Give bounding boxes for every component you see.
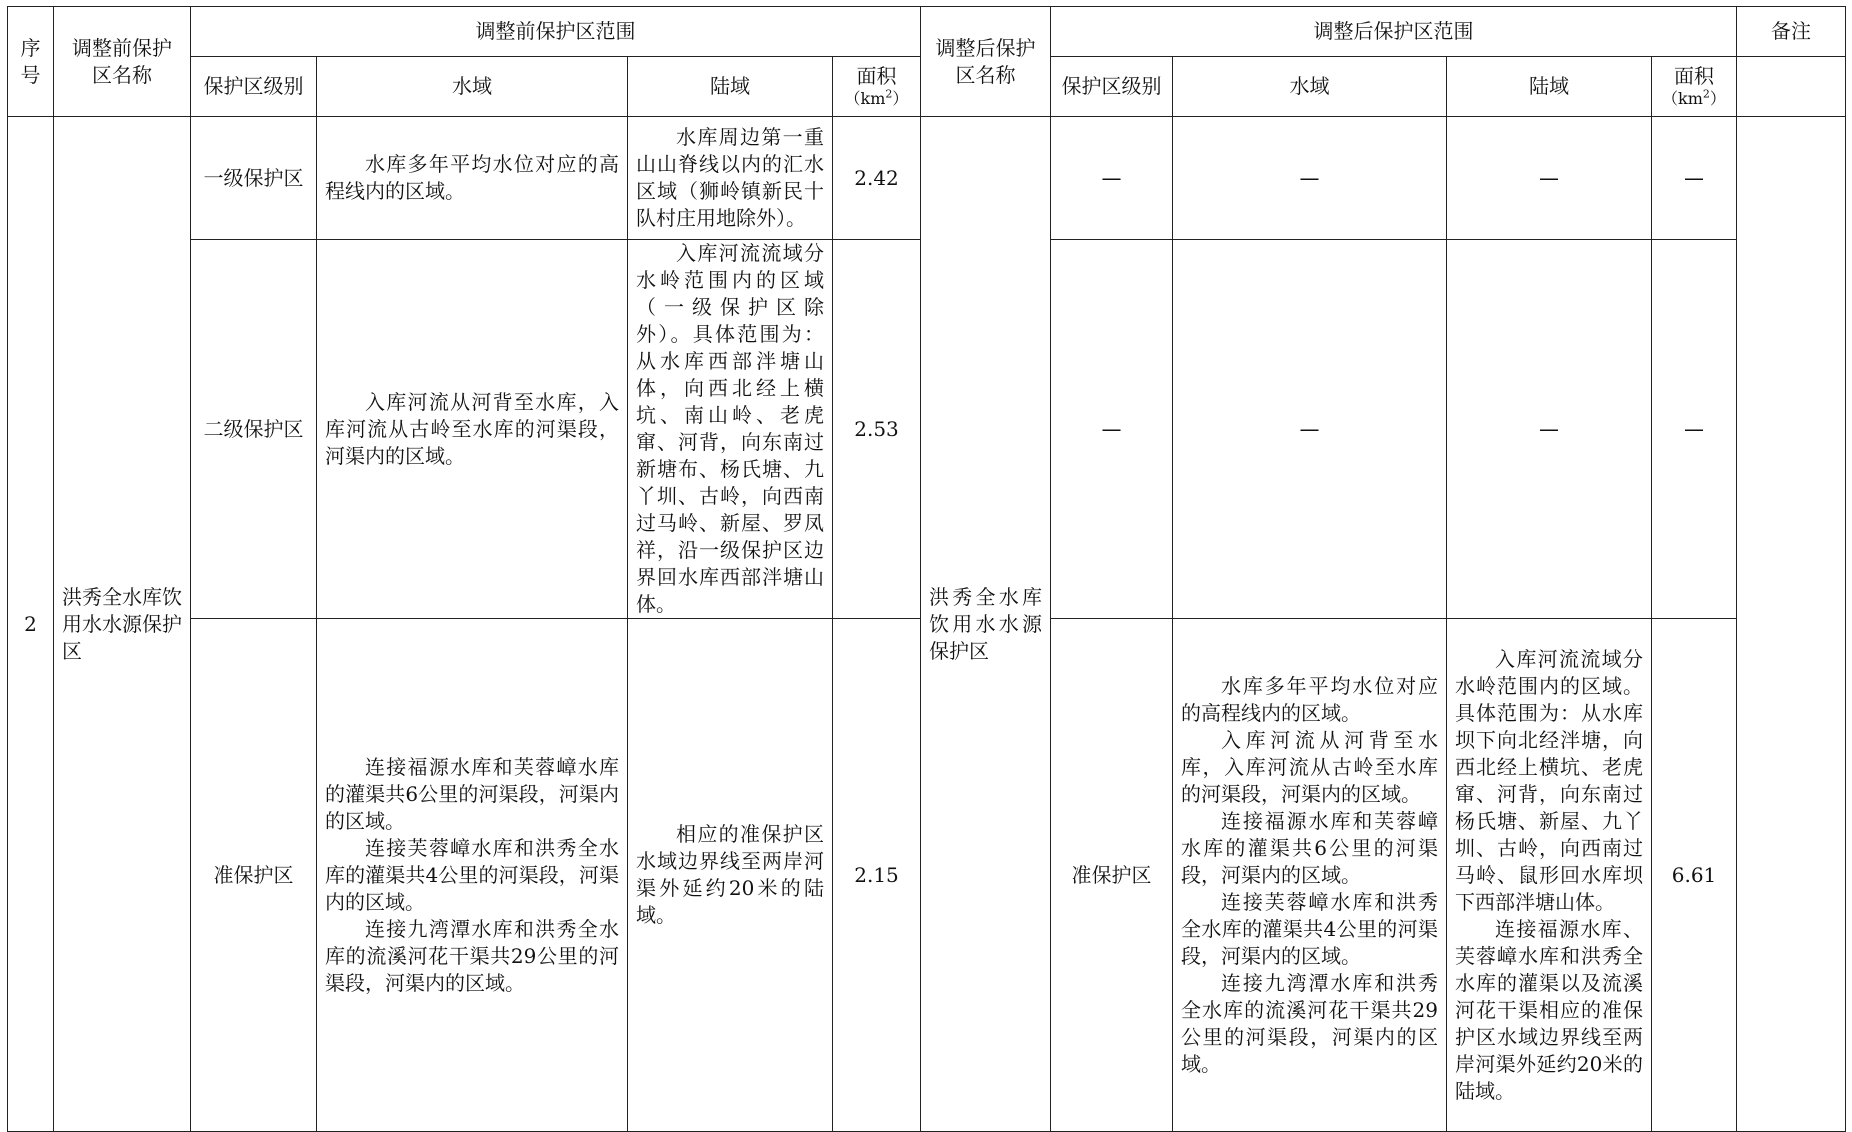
cell-quasi-after-level: 准保护区 <box>1051 619 1173 1132</box>
unit-exp: 2 <box>885 87 893 101</box>
table-row-grade1 <box>8 117 1846 240</box>
header-after-level: 保护区级别 <box>1051 57 1173 117</box>
quasi-after-water-para-5: 连接九湾潭水库和洪秀全水库的流溪河花干渠共29公里的河渠段，河渠内的区域。 <box>1181 970 1438 1076</box>
quasi-after-water-para-1: 水库多年平均水位对应的高程线内的区域。 <box>1181 673 1438 725</box>
header-after-area-unit <box>1660 88 1728 110</box>
quasi-water-para-3: 连接九湾潭水库和洪秀全水库的流溪河花干渠共29公里的河渠段，河渠内的区域。 <box>325 916 619 995</box>
cell-grade1-water <box>317 117 628 240</box>
cell-remarks <box>1737 117 1846 1132</box>
quasi-water-para-2: 连接芙蓉嶂水库和洪秀全水库的灌渠共4公里的河渠段，河渠内的区域。 <box>325 835 619 914</box>
grade2-land-text: 入库河流流域分水岭范围内的区域（一级保护区除外）。具体范围为：从水库西部泮塘山体，向西北经上横坑、南山岭、老虎窜、河背，向东南过新塘布、杨氏塘、九丫圳、古岭，向西南过马岭、新屋、罗凤祥，沿一级保护区边界回水库西部泮塘山体。 <box>636 241 824 616</box>
cell-grade1-area: 2.42 <box>833 117 921 240</box>
header-after-range: 调整后保护区范围 <box>1051 7 1737 57</box>
cell-quasi-after-area: 6.61 <box>1652 619 1737 1132</box>
cell-grade1-after-area: — <box>1652 117 1737 240</box>
cell-grade1-level: 一级保护区 <box>191 117 317 240</box>
header-before-range: 调整前保护区范围 <box>191 7 921 57</box>
header-row-top <box>8 7 1846 57</box>
header-remarks: 备注 <box>1737 7 1846 57</box>
header-before-land: 陆域 <box>628 57 833 117</box>
cell-grade2-after-level: — <box>1051 240 1173 619</box>
document-page <box>7 6 1845 1132</box>
cell-grade2-after-land: — <box>1447 240 1652 619</box>
unit-base: （km <box>1662 88 1703 108</box>
header-before-level: 保护区级别 <box>191 57 317 117</box>
cell-grade2-after-water: — <box>1173 240 1447 619</box>
header-before-water: 水域 <box>317 57 628 117</box>
cell-grade2-after-area: — <box>1652 240 1737 619</box>
cell-grade1-after-water: — <box>1173 117 1447 240</box>
header-remarks-sub <box>1737 57 1846 117</box>
cell-quasi-area: 2.15 <box>833 619 921 1132</box>
header-after-area <box>1652 57 1737 117</box>
grade2-water-text: 入库河流从河背至水库，入库河流从古岭至水库的河渠段，河渠内的区域。 <box>325 389 619 468</box>
header-after-land: 陆域 <box>1447 57 1652 117</box>
cell-grade2-land <box>628 240 833 619</box>
header-seq <box>8 7 54 117</box>
cell-grade2-area: 2.53 <box>833 240 921 619</box>
header-before-area <box>833 57 921 117</box>
unit-exp: 2 <box>1702 87 1710 101</box>
cell-grade2-water <box>317 240 628 619</box>
quasi-water-para-1: 连接福源水库和芙蓉嶂水库的灌渠共6公里的河渠段，河渠内的区域。 <box>325 754 619 833</box>
cell-grade1-land <box>628 117 833 240</box>
header-before-area-label: 面积 <box>856 63 897 88</box>
quasi-after-water-para-3: 连接福源水库和芙蓉嶂水库的灌渠共6公里的河渠段，河渠内的区域。 <box>1181 808 1438 887</box>
quasi-after-land-para-2: 连接福源水库、芙蓉嶂水库和洪秀全水库的灌渠以及流溪河花干渠相应的准保护区水域边界线至两岸河渠外延约20米的陆域。 <box>1455 916 1643 1103</box>
quasi-land-text: 相应的准保护区水域边界线至两岸河渠外延约20米的陆域。 <box>636 822 824 927</box>
header-before-name <box>54 7 191 117</box>
header-after-name <box>921 7 1051 117</box>
cell-grade1-after-land: — <box>1447 117 1652 240</box>
header-after-area-label: 面积 <box>1674 63 1714 88</box>
cell-after-name: 洪秀全水库饮用水水源保护区 <box>921 117 1051 1132</box>
unit-close: ） <box>1709 88 1726 108</box>
unit-base: （km <box>844 88 886 108</box>
protection-zone-table <box>7 6 1846 1132</box>
quasi-after-water-para-2: 入库河流从河背至水库，入库河流从古岭至水库的河渠段，河渠内的区域。 <box>1181 727 1438 806</box>
cell-quasi-after-water <box>1173 619 1447 1132</box>
cell-seq: 2 <box>8 117 54 1132</box>
header-after-water: 水域 <box>1173 57 1447 117</box>
grade1-land-text: 水库周边第一重山山脊线以内的汇水区域（狮岭镇新民十队村庄用地除外）。 <box>636 125 824 230</box>
header-after-name-text: 调整后保护区名称 <box>935 35 1036 87</box>
header-before-area-unit <box>841 88 912 110</box>
header-seq-text: 序号 <box>20 35 41 87</box>
cell-before-name: 洪秀全水库饮用水水源保护区 <box>54 117 191 1132</box>
cell-quasi-level: 准保护区 <box>191 619 317 1132</box>
cell-quasi-after-land <box>1447 619 1652 1132</box>
header-before-name-text: 调整前保护区名称 <box>72 35 172 87</box>
cell-quasi-water <box>317 619 628 1132</box>
cell-grade2-level: 二级保护区 <box>191 240 317 619</box>
quasi-after-water-para-4: 连接芙蓉嶂水库和洪秀全水库的灌渠共4公里的河渠段，河渠内的区域。 <box>1181 889 1438 968</box>
cell-grade1-after-level: — <box>1051 117 1173 240</box>
cell-quasi-land <box>628 619 833 1132</box>
unit-close: ） <box>892 88 909 108</box>
quasi-after-land-para-1: 入库河流流域分水岭范围内的区域。具体范围为：从水库坝下向北经泮塘，向西北经上横坑、老虎窜、河背，向东南过杨氏塘、新屋、九丫圳、古岭，向西南过马岭、鼠形回水库坝下西部泮塘山体。 <box>1455 646 1643 914</box>
grade1-water-text: 水库多年平均水位对应的高程线内的区域。 <box>325 152 619 203</box>
